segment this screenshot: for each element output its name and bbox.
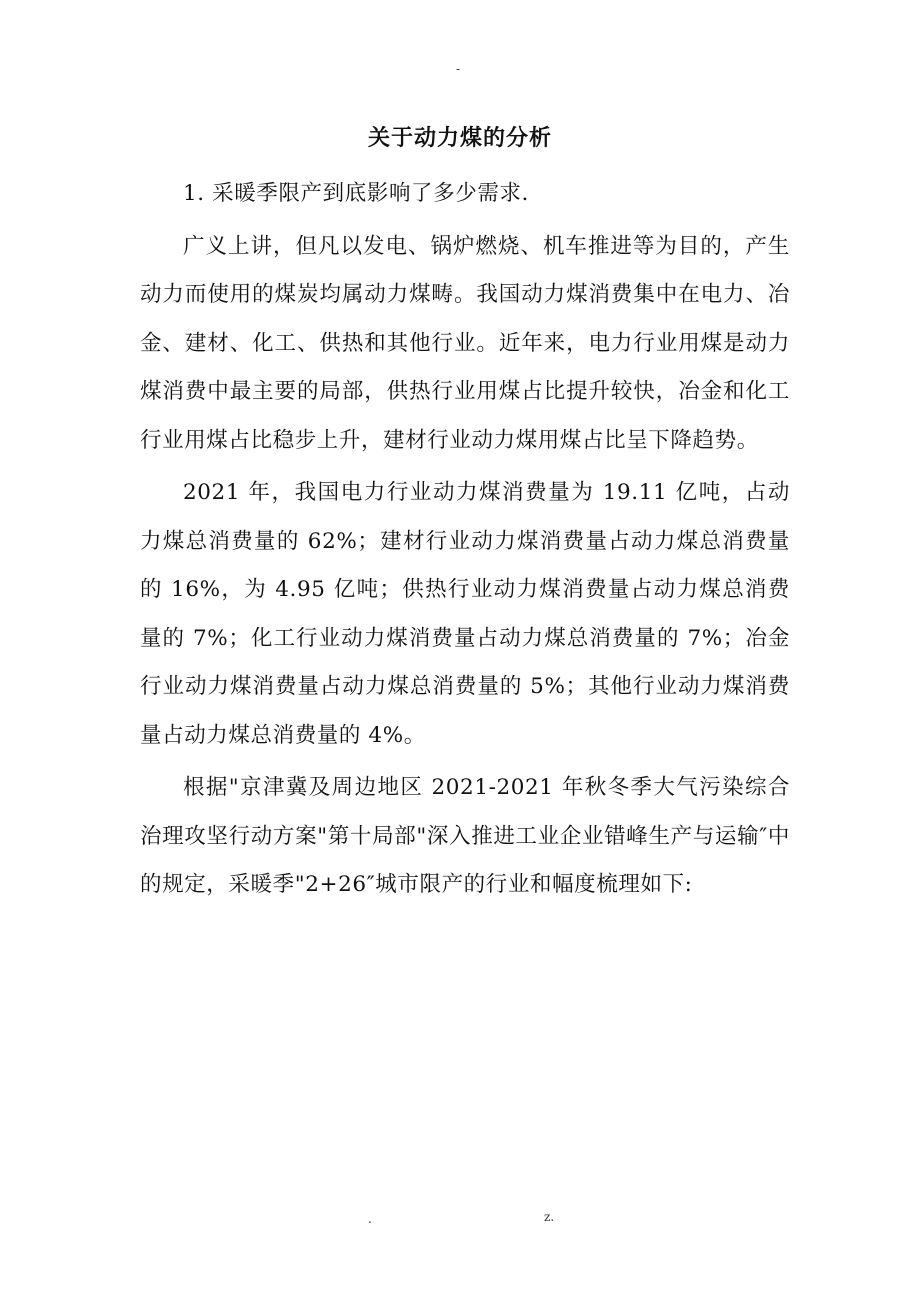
section-heading: 1. 采暖季限产到底影响了多少需求.	[183, 181, 529, 206]
footer-right-mark: z.	[544, 1210, 555, 1224]
paragraph-definition: 广义上讲，但凡以发电、锅炉燃烧、机车推进等为目的，产生动力而使用的煤炭均属动力煤畴。我国动力煤消费集中在电力、冶金、建材、化工、供热和其他行业。近年来，电力行业用煤是动力煤消费中最主要的局部，供热行业用煤占比提升较快，冶金和化工行业用煤占比稳步上升，建材行业动力煤用煤占比呈下降趋势。	[140, 233, 790, 453]
document-body	[140, 170, 790, 910]
paragraph-consumption-stats: 2021 年，我国电力行业动力煤消费量为 19.11 亿吨，占动力煤总消费量的 62%；建材行业动力煤消费量占动力煤总消费量的 16%，为 4.95 亿吨；供热行业动力煤消费量占动力煤总消费量的 7%；化工行业动力煤消费量占动力煤总消费量的 7%；冶金行业动力煤消费量占动力煤总消费量的 5%；其他行业动力煤消费量占动力煤总消费量的 4%。	[140, 480, 790, 748]
paragraph-policy: 根据"京津冀及周边地区 2021-2021 年秋冬季大气污染综合治理攻坚行动方案"第十局部"深入推进工业企业错峰生产与运输″中的规定，采暖季"2+26″城市限产的行业和幅度梳理如下:	[140, 775, 790, 897]
header-mark: -	[456, 62, 461, 76]
footer-left-mark: .	[368, 1212, 372, 1226]
document-title: 关于动力煤的分析	[367, 125, 552, 151]
